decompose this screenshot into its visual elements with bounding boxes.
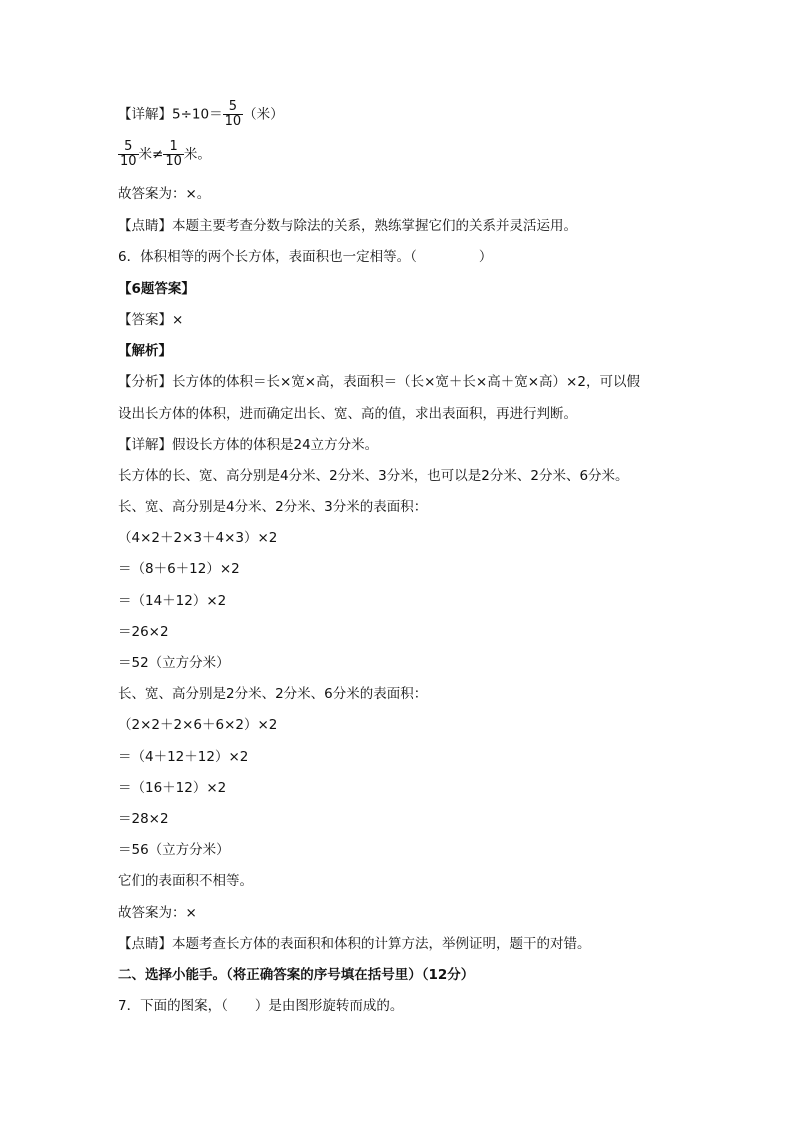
question-6-text: 6．体积相等的两个长方体，表面积也一定相等。（ [118,249,417,265]
calc-line: ＝（14＋12）×2 [118,593,227,609]
calc-line: ＝（16＋12）×2 [118,780,227,796]
fraction-numerator: 1 [169,139,178,154]
comparison-suffix: 米。 [183,146,211,163]
fraction-5-10 [118,140,139,169]
calc-line: ＝26×2 [118,624,169,640]
section-heading: 二、选择小能手。（将正确答案的序号填在括号里）（12分） [118,967,475,983]
fraction-1-10 [163,140,184,169]
question-6-close: ） [478,249,493,265]
calc-line: ＝（8＋6＋12）×2 [118,561,240,577]
calc-line: ＝52（立方分米） [118,655,230,671]
question-6 [118,247,492,267]
analysis-line: 【分析】长方体的体积＝长×宽×高，表面积＝（长×宽＋长×高＋宽×高）×2，可以假 [118,374,640,390]
detail-suffix: （米） [243,106,284,123]
detail-line: 长、宽、高分别是4分米、2分米、3分米的表面积： [118,499,428,515]
detail-line-fraction [118,100,284,129]
fraction-numerator: 5 [228,99,237,114]
calc-line: ＝（4＋12＋12）×2 [118,749,249,765]
fraction-denominator: 10 [224,114,242,129]
calc-line: ＝56（立方分米） [118,842,230,858]
answer-line: 【答案】× [118,312,184,328]
key-point-line: 【点睛】本题考查长方体的表面积和体积的计算方法，举例证明，题干的对错。 [118,936,591,952]
conclusion-line: 它们的表面积不相等。 [118,873,253,889]
fraction-denominator: 10 [165,154,182,169]
calc-line: （4×2＋2×3＋4×3）×2 [118,530,278,546]
calc-line: （2×2＋2×6＋6×2）×2 [118,717,278,733]
question-7: 7．下面的图案，（ ）是由图形旋转而成的。 [118,998,404,1014]
key-point-line: 【点睛】本题主要考查分数与除法的关系，熟练掌握它们的关系并灵活运用。 [118,218,577,234]
calc-line: ＝28×2 [118,811,169,827]
answer-line: 故答案为：×。 [118,186,211,202]
fraction-numerator: 5 [124,139,133,154]
analysis-line: 设出长方体的体积，进而确定出长、宽、高的值，求出表面积，再进行判断。 [118,406,577,422]
detail-line: 长方体的长、宽、高分别是4分米、2分米、3分米，也可以是2分米、2分米、6分米。 [118,468,629,484]
detail-line: 【详解】假设长方体的体积是24立方分米。 [118,437,379,453]
analysis-heading: 【解析】 [118,343,172,359]
detail-line: 长、宽、高分别是2分米、2分米、6分米的表面积： [118,686,428,702]
fraction-comparison-line [118,140,211,169]
fraction-denominator: 10 [120,154,137,169]
question-6-answer-heading: 【6题答案】 [118,281,195,297]
fraction-5-10 [223,100,244,129]
comparison-middle: 米≠ [138,146,164,163]
answer-line: 故答案为：× [118,905,197,921]
detail-prefix: 【详解】5÷10＝ [118,106,223,123]
